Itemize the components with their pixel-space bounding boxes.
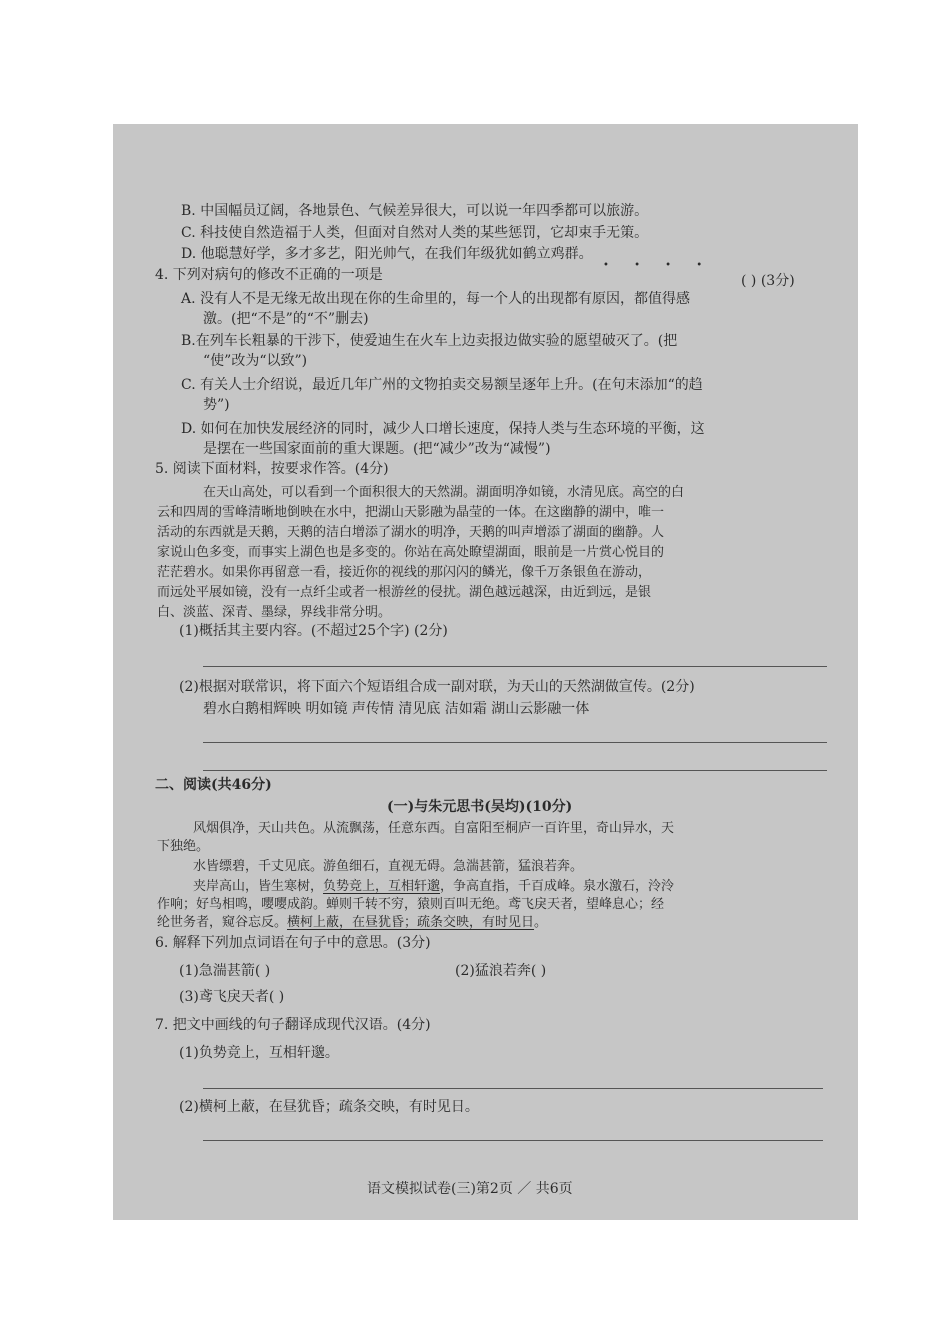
q4-option-b-line1: B.在列车长粗暴的干涉下，使爱迪生在火车上边卖报边做实验的愿望破灭了。(把 xyxy=(181,333,678,349)
exam-page xyxy=(113,124,858,1220)
q4-option-a-line1: A. 没有人不是无缘无故出现在你的生命里的，每一个人的出现都有原因，都值得感 xyxy=(181,291,691,307)
passage-line: 活动的东西就是天鹅，天鹅的洁白增添了湖水的明净，天鹅的叫声增添了湖面的幽静。人 xyxy=(157,525,665,540)
page-footer: 语文模拟试卷(三)第2页 ／ 共6页 xyxy=(367,1181,573,1197)
answer-line[interactable] xyxy=(203,1088,823,1089)
passage-line: 茫茫碧水。如果你再留意一看，接近你的视线的那闪闪的鳞光，像千万条银鱼在游动， xyxy=(157,565,652,580)
question-6-3: (3)鸢飞戾天者( ) xyxy=(179,989,285,1005)
phrase-list: 碧水白鹅相辉映 明如镜 声传情 清见底 洁如霜 湖山云影融一体 xyxy=(203,701,590,717)
question-7-1: (1)负势竞上，互相轩邈。 xyxy=(179,1045,339,1061)
classical-text-line: 作响；好鸟相鸣，嘤嘤成韵。蝉则千转不穷，猿则百叫无绝。鸢飞戾天者，望峰息心；经 xyxy=(157,897,665,912)
question-5: 5. 阅读下面材料，按要求作答。(4分) xyxy=(155,461,389,477)
option-d-q3: D. 他聪慧好学，多才多艺，阳光帅气，在我们年级犹如鹤立鸡群。 xyxy=(181,246,593,262)
section-2-heading: 二、阅读(共46分) xyxy=(155,777,272,793)
underlined-sentence: 负势竞上，互相轩邈 xyxy=(323,879,441,894)
answer-line[interactable] xyxy=(203,1140,823,1141)
question-6-2: (2)猛浪若奔( ) xyxy=(455,963,547,979)
answer-line[interactable] xyxy=(203,742,827,743)
classical-text-line: 夹岸高山，皆生寒树，负势竞上，互相轩邈，争高直指，千百成峰。泉水激石，泠泠 xyxy=(193,879,675,894)
question-6: 6. 解释下列加点词语在句子中的意思。(3分) xyxy=(155,935,431,951)
q4-option-b-line2: “使”改为“以致”) xyxy=(203,353,308,369)
underlined-sentence: 横柯上蔽，在昼犹昏；疏条交映，有时见日 xyxy=(287,915,535,930)
classical-text-line: 水皆缥碧，千丈见底。游鱼细石，直视无碍。急湍甚箭，猛浪若奔。 xyxy=(193,859,584,874)
passage-line: 家说山色多变，而事实上湖色也是多变的。你站在高处瞭望湖面，眼前是一片赏心悦目的 xyxy=(157,545,665,560)
passage-line: 白、淡蓝、深青、墨绿，界线非常分明。 xyxy=(157,605,392,620)
question-7-2: (2)横柯上蔽，在昼犹昏；疏条交映，有时见日。 xyxy=(179,1099,479,1115)
passage-line: 在天山高处，可以看到一个面积很大的天然湖。湖面明净如镜，水清见底。高空的白 xyxy=(203,485,685,500)
question-6-1: (1)急湍甚箭( ) xyxy=(179,963,271,979)
subsection-heading: (一)与朱元思书(吴均)(10分) xyxy=(387,799,573,815)
option-c-q3: C. 科技使自然造福于人类，但面对自然对人类的某些惩罚，它却束手无策。 xyxy=(181,225,649,241)
emphasis-dots: • • • • xyxy=(603,260,714,271)
question-5-2: (2)根据对联常识，将下面六个短语组合成一副对联，为天山的天然湖做宣传。(2分) xyxy=(179,679,695,695)
passage-line: 云和四周的雪峰清晰地倒映在水中，把湖山天影融为晶莹的一体。在这幽静的湖中，唯一 xyxy=(157,505,665,520)
question-7: 7. 把文中画线的句子翻译成现代汉语。(4分) xyxy=(155,1017,431,1033)
q4-option-d-line2: 是摆在一些国家面前的重大课题。(把“减少”改为“减慢”) xyxy=(203,441,551,457)
option-b-q3: B. 中国幅员辽阔，各地景色、气候差异很大，可以说一年四季都可以旅游。 xyxy=(181,203,649,219)
classical-text-line: 纶世务者，窥谷忘反。横柯上蔽，在昼犹昏；疏条交映，有时见日。 xyxy=(157,915,548,930)
q4-option-a-line2: 激。(把“不是”的“不”删去) xyxy=(203,311,369,327)
answer-line[interactable] xyxy=(203,770,827,771)
classical-text-line: 下独绝。 xyxy=(157,839,210,854)
passage-line: 而远处平展如镜，没有一点纤尘或者一根游丝的侵扰。湖色越远越深，由近到远，是银 xyxy=(157,585,652,600)
question-4: 4. 下列对病句的修改不正确的一项是 xyxy=(155,267,383,283)
question-4-answer-paren: ( ) (3分) xyxy=(741,273,795,289)
question-5-1: (1)概括其主要内容。(不超过25个字) (2分) xyxy=(179,623,448,639)
classical-text-line: 风烟俱净，天山共色。从流飘荡，任意东西。自富阳至桐庐一百许里，奇山异水，天 xyxy=(193,821,675,836)
q4-option-d-line1: D. 如何在加快发展经济的同时，减少人口增长速度，保持人类与生态环境的平衡，这 xyxy=(181,421,705,437)
answer-line[interactable] xyxy=(203,666,827,667)
q4-option-c-line2: 势”) xyxy=(203,397,230,413)
q4-option-c-line1: C. 有关人士介绍说，最近几年广州的文物拍卖交易额呈逐年上升。(在句末添加“的趋 xyxy=(181,377,703,393)
